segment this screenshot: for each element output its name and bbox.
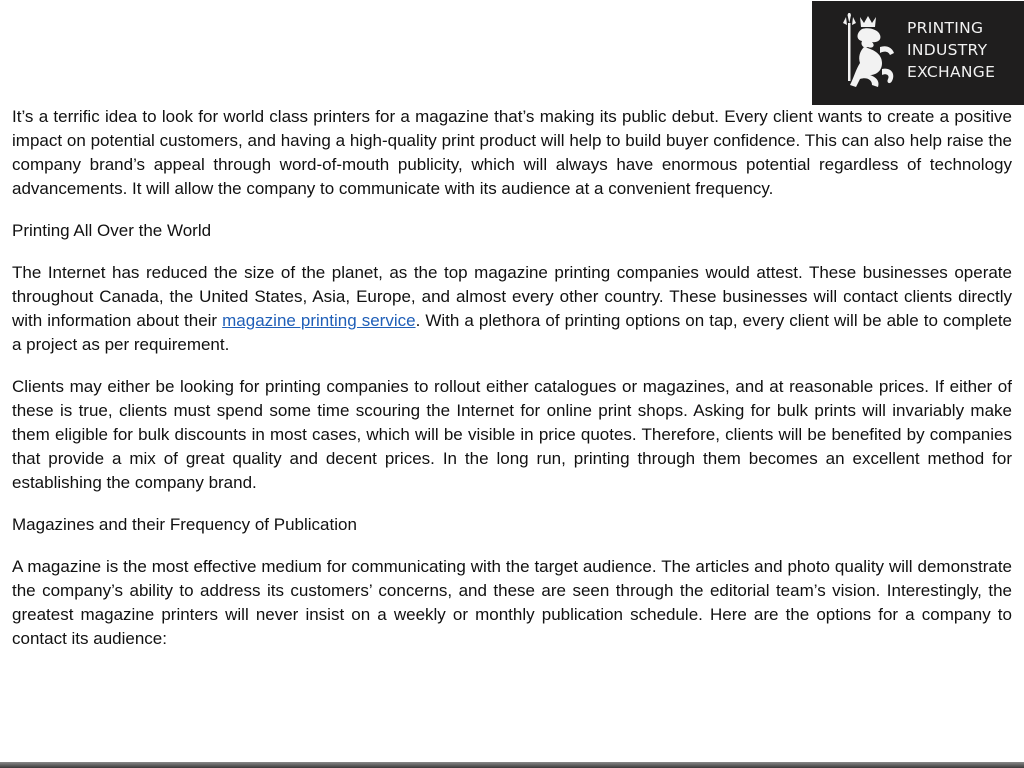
section-heading-printing-all-over: Printing All Over the World bbox=[12, 221, 212, 240]
logo-line-3: EXCHANGE bbox=[907, 63, 996, 81]
logo-line-1: PRINTING bbox=[907, 19, 984, 37]
paragraph-magazine-medium: A magazine is the most effective medium for communicating with the target audience. The articles and photo quality will demonstrate the company’s ability to address its customers’ concerns, and these are seen through the editorial team’s vision. Interestingly, the greatest magazine printers will never insist on a weekly or monthly publication schedule. Here are the options for a company to contact its audience: bbox=[12, 557, 1012, 648]
logo-wordmark bbox=[907, 17, 995, 83]
paragraph-text: The Internet has reduced the size of the planet, as the top magazine printing companies would attest. These businesses operate throughout Canada, the United States, Asia, Europe, and almost every other country. These businesses will contact clients directly with information about their bbox=[12, 263, 1012, 330]
paragraph-intro: It’s a terrific idea to look for world class printers for a magazine that’s making its public debut. Every client wants to create a positive impact on potential customers, and having a high-quality print product will help to build buyer confidence. This can also help raise the company brand’s appeal through word-of-mouth publicity, which will always have enormous potential regardless of technology advancements. It will allow the company to communicate with its audience at a convenient frequency. bbox=[12, 107, 1012, 198]
bottom-divider bbox=[0, 762, 1024, 768]
section-heading-magazines-frequency: Magazines and their Frequency of Publication bbox=[12, 515, 357, 534]
logo-line-2: INDUSTRY bbox=[907, 41, 988, 59]
document-body bbox=[12, 105, 1012, 669]
lion-crest-icon bbox=[842, 13, 898, 91]
paragraph-text: . With a plethora of printing options on tap, every client will be able to complete a project as per requirement. bbox=[12, 311, 1012, 354]
paragraph-clients: Clients may either be looking for printing companies to rollout either catalogues or magazines, and at reasonable prices. If either of these is true, clients must spend some time scouring the Internet for online print shops. Asking for bulk prints will invariably make them eligible for bulk discounts in most cases, which will be visible in price quotes. Therefore, clients will be benefited by companies that provide a mix of great quality and decent prices. In the long run, printing through them becomes an excellent method for establishing the company brand. bbox=[12, 377, 1012, 492]
brand-logo bbox=[812, 1, 1024, 105]
paragraph-internet bbox=[12, 261, 1012, 357]
magazine-printing-service-link[interactable]: magazine printing service bbox=[222, 311, 416, 330]
